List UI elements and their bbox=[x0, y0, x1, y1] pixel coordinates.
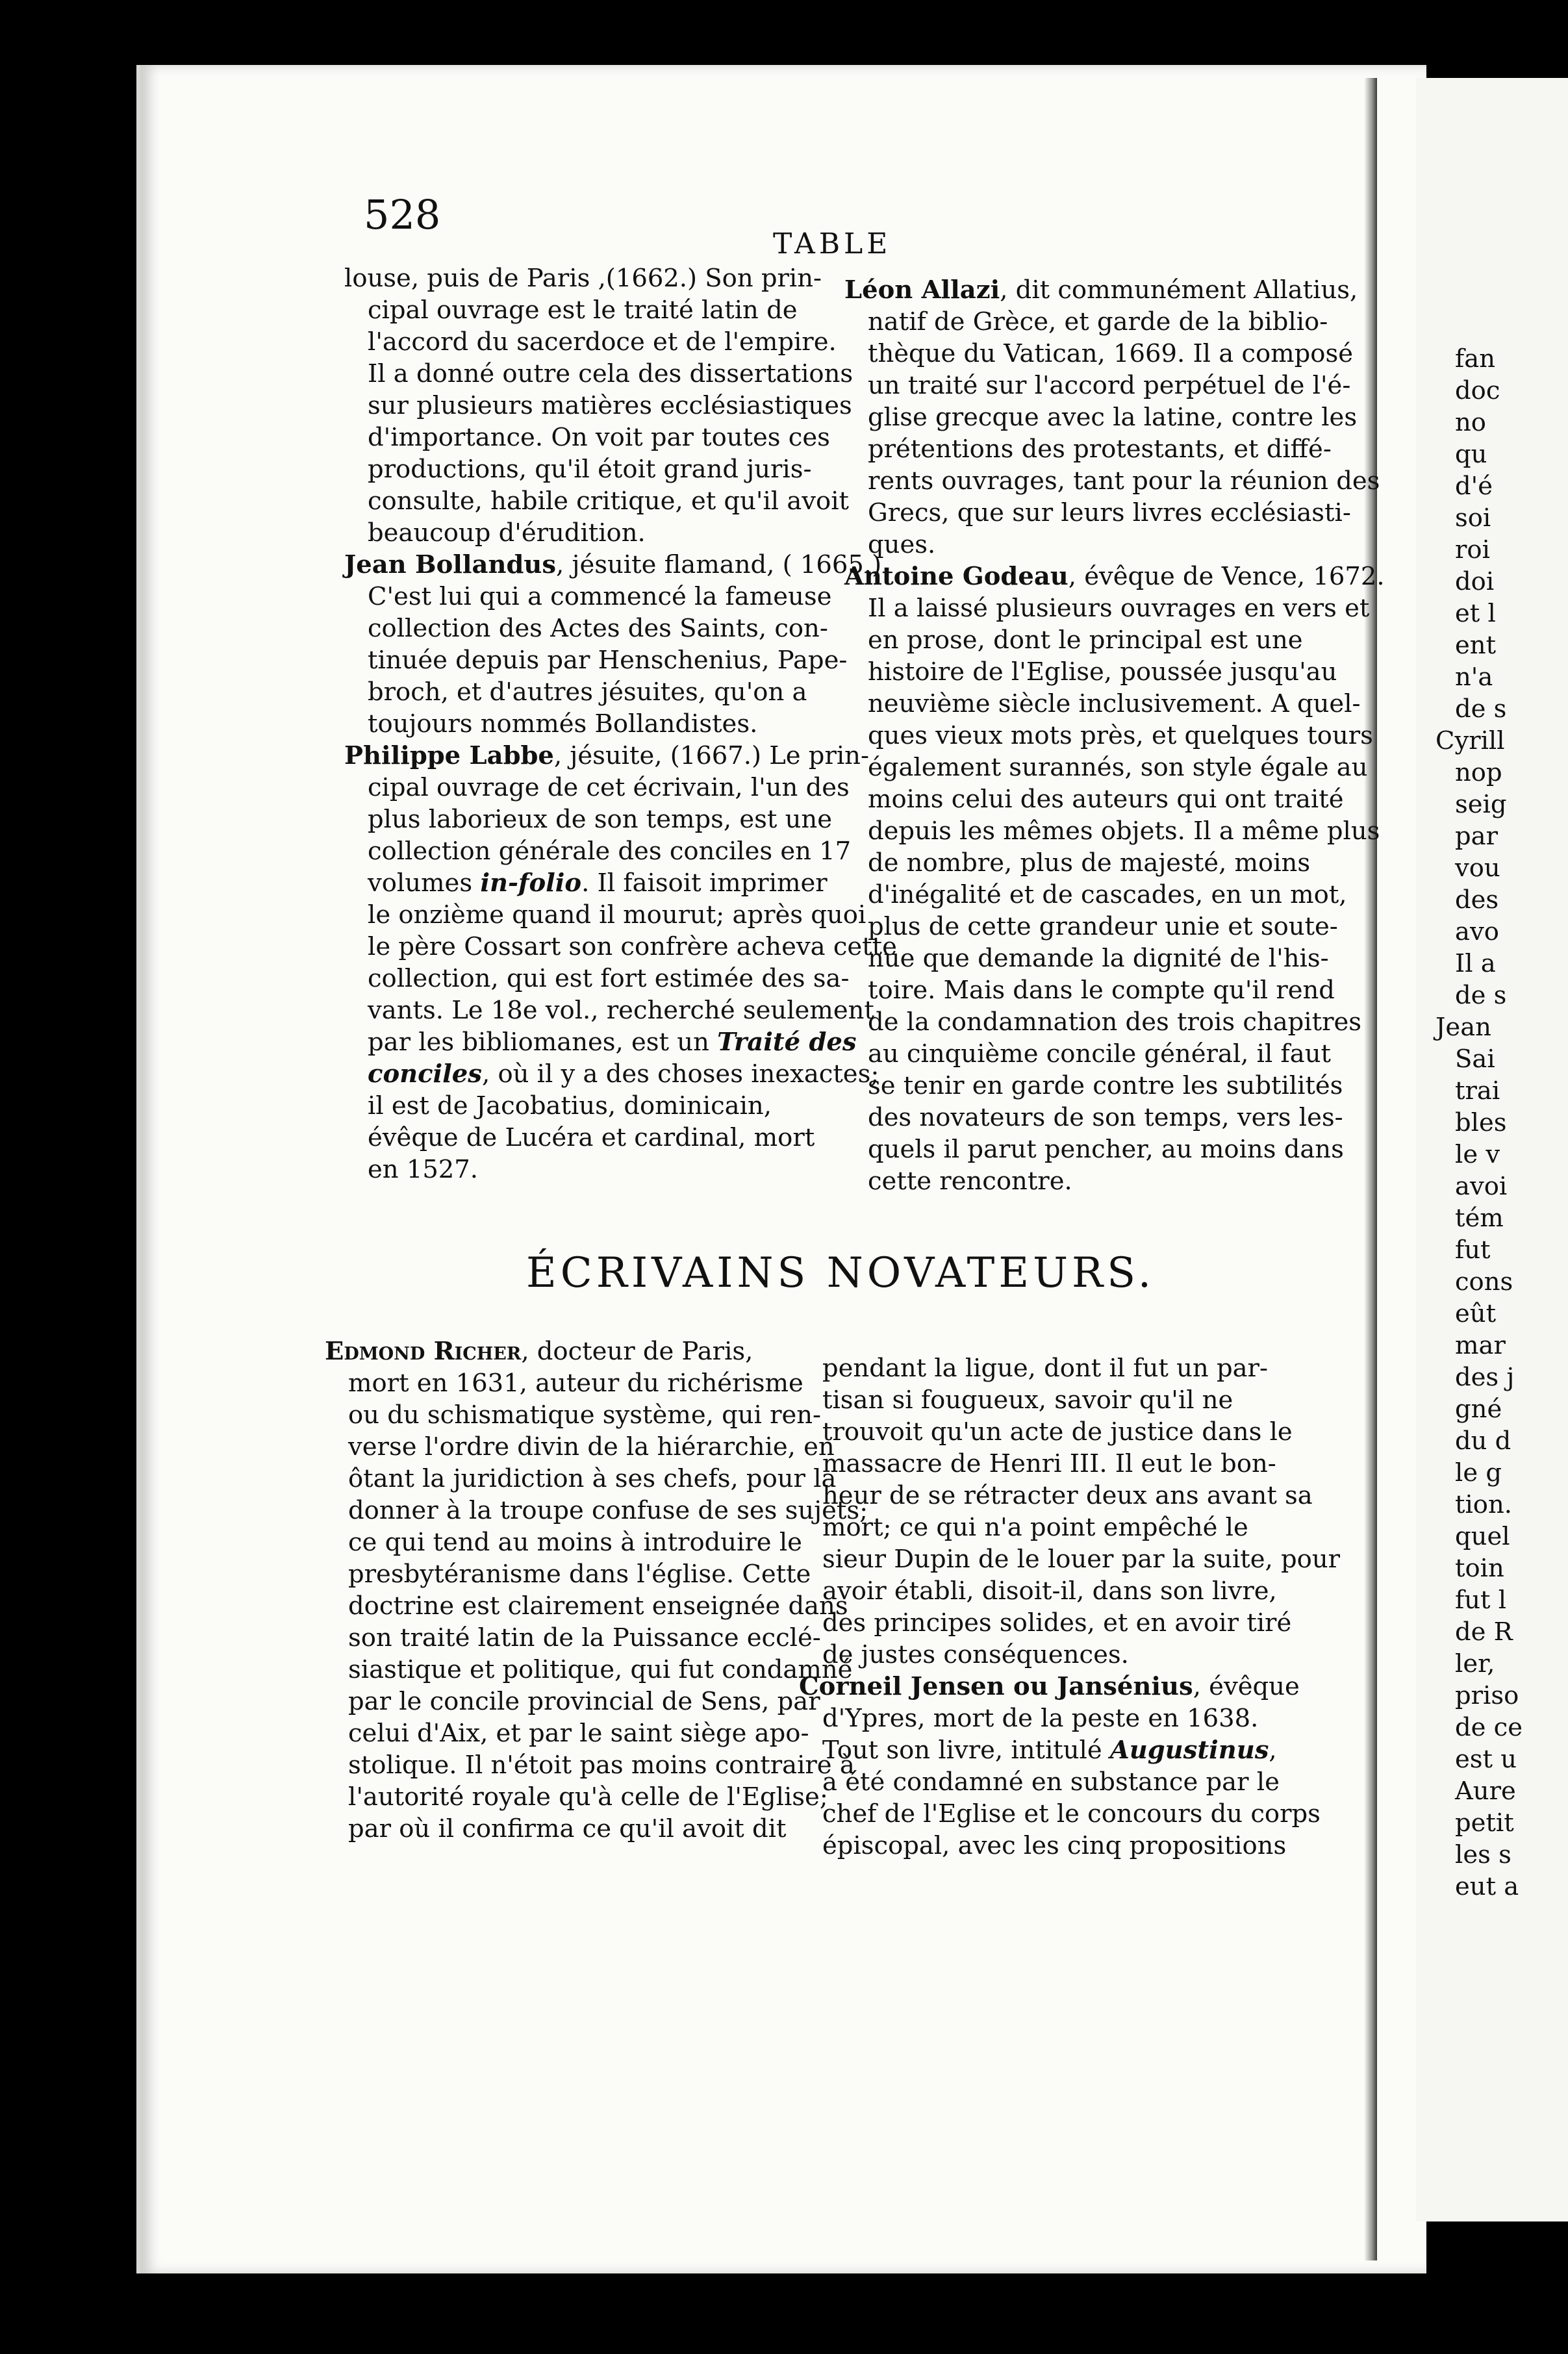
fragment-line: tion. bbox=[1455, 1490, 1512, 1519]
entry-name: Antoine Godeau bbox=[844, 562, 1069, 591]
fragment-line: de R bbox=[1455, 1617, 1513, 1647]
line-text: histoire de l'Eglise, poussée jusqu'au bbox=[868, 657, 1337, 687]
text-line bbox=[344, 1026, 897, 1058]
line-text: de nombre, plus de majesté, moins bbox=[868, 848, 1311, 878]
line-text: son traité latin de la Puissance ecclé- bbox=[348, 1623, 821, 1652]
line-text: plus laborieux de son temps, est une bbox=[368, 805, 832, 834]
fragment-line: roi bbox=[1455, 535, 1490, 564]
line-text: sieur Dupin de le louer par la suite, pour bbox=[822, 1545, 1341, 1574]
text-line bbox=[344, 581, 897, 613]
line-text: natif de Grèce, et garde de la biblio- bbox=[868, 307, 1328, 336]
line-text: productions, qu'il étoit grand juris- bbox=[368, 455, 812, 484]
text-line bbox=[844, 656, 1385, 688]
line-text: épiscopal, avec les cinq propositions bbox=[822, 1831, 1287, 1860]
text-line bbox=[344, 708, 897, 740]
line-text: Tout son livre, intitulé bbox=[822, 1736, 1110, 1765]
fragment-line: soi bbox=[1455, 503, 1491, 533]
fragment-line: Il a bbox=[1455, 949, 1496, 978]
fragment-line: priso bbox=[1455, 1681, 1519, 1710]
text-line bbox=[325, 1781, 868, 1813]
entry-name: Jean Bollandus bbox=[344, 550, 557, 579]
text-line bbox=[344, 676, 897, 708]
fragment-line: vou bbox=[1455, 854, 1500, 883]
upper-left-column bbox=[344, 262, 897, 1185]
fragment-line: le v bbox=[1455, 1140, 1500, 1169]
line-text: tisan si fougueux, savoir qu'il ne bbox=[822, 1386, 1233, 1415]
line-text: des principes solides, et en avoir tiré bbox=[822, 1608, 1292, 1638]
fragment-line: Jean bbox=[1435, 1013, 1491, 1042]
text-line bbox=[344, 1090, 897, 1122]
text-line bbox=[344, 867, 897, 899]
text-line bbox=[844, 974, 1385, 1006]
fragment-line: d'é bbox=[1455, 472, 1493, 501]
text-line bbox=[344, 422, 897, 453]
line-text: volumes bbox=[368, 868, 481, 898]
text-line bbox=[799, 1352, 1340, 1384]
fragment-line: fut l bbox=[1455, 1586, 1507, 1615]
text-line bbox=[325, 1431, 868, 1463]
text-line bbox=[344, 358, 897, 390]
text-line bbox=[799, 1575, 1340, 1607]
lower-left-column bbox=[325, 1335, 868, 1845]
text-line bbox=[844, 688, 1385, 720]
text-line bbox=[344, 326, 897, 358]
text-line bbox=[799, 1480, 1340, 1512]
text-line bbox=[325, 1654, 868, 1686]
line-text: Il a laissé plusieurs ouvrages en vers et bbox=[868, 594, 1370, 623]
line-text: massacre de Henri III. Il eut le bon- bbox=[822, 1449, 1276, 1478]
text-line bbox=[344, 1058, 897, 1090]
line-text: Il a donné outre cela des dissertations bbox=[368, 359, 854, 388]
adjacent-page-text bbox=[1435, 343, 1523, 1903]
fragment-line: eût bbox=[1455, 1299, 1497, 1328]
text-line bbox=[344, 453, 897, 485]
line-text: de la condamnation des trois chapitres bbox=[868, 1007, 1362, 1037]
fragment-line: trai bbox=[1455, 1076, 1500, 1106]
text-line bbox=[799, 1798, 1340, 1830]
text-line bbox=[799, 1512, 1340, 1543]
fragment-line: cons bbox=[1455, 1267, 1513, 1297]
line-text: un traité sur l'accord perpétuel de l'é- bbox=[868, 371, 1351, 400]
line-text: thèque du Vatican, 1669. Il a composé bbox=[868, 339, 1354, 368]
running-head: TABLE bbox=[773, 227, 892, 260]
text-line bbox=[325, 1367, 868, 1399]
line-text: a été condamné en substance par le bbox=[822, 1767, 1280, 1797]
text-line bbox=[325, 1558, 868, 1590]
line-text: le père Cossart son confrère acheva cette bbox=[368, 932, 897, 961]
line-text: en prose, dont le principal est une bbox=[868, 626, 1303, 655]
text-line bbox=[325, 1813, 868, 1845]
line-text: pendant la ligue, dont il fut un par- bbox=[822, 1354, 1268, 1383]
text-line bbox=[325, 1622, 868, 1654]
line-text: évêque de Lucéra et cardinal, mort bbox=[368, 1123, 815, 1152]
text-line bbox=[799, 1830, 1340, 1862]
text-line bbox=[844, 401, 1385, 433]
line-text: il est de Jacobatius, dominicain, bbox=[368, 1091, 772, 1120]
fragment-line: gné bbox=[1455, 1395, 1502, 1424]
line-text: collection générale des conciles en 17 bbox=[368, 837, 852, 866]
text-line bbox=[344, 517, 897, 549]
text-line bbox=[844, 561, 1385, 592]
entry-name: Léon Allazi bbox=[844, 275, 1000, 305]
line-text: l'autorité royale qu'à celle de l'Eglise; bbox=[348, 1782, 828, 1812]
line-text: cipal ouvrage est le traité latin de bbox=[368, 296, 798, 325]
text-line bbox=[325, 1495, 868, 1526]
line-text: , dit communément Allatius, bbox=[1000, 275, 1358, 305]
fragment-line: Cyrill bbox=[1435, 726, 1505, 755]
italic-title: Traité des bbox=[717, 1028, 857, 1057]
fragment-line: eut a bbox=[1455, 1872, 1519, 1901]
line-text: par les bibliomanes, est un bbox=[368, 1028, 718, 1057]
fragment-line: no bbox=[1455, 408, 1486, 437]
upper-right-column bbox=[844, 274, 1385, 1197]
text-line bbox=[344, 262, 897, 294]
text-line bbox=[344, 644, 897, 676]
line-text: quels il parut pencher, au moins dans bbox=[868, 1135, 1344, 1164]
text-line bbox=[799, 1607, 1340, 1639]
text-line bbox=[325, 1686, 868, 1717]
fragment-line: le g bbox=[1455, 1458, 1502, 1487]
line-text: des novateurs de son temps, vers les- bbox=[868, 1103, 1343, 1132]
fragment-line: petit bbox=[1455, 1808, 1514, 1838]
line-text: , jésuite flamand, ( 1665.) bbox=[556, 550, 882, 579]
line-text: presbytéranisme dans l'église. Cette bbox=[348, 1560, 811, 1589]
line-text: par le concile provincial de Sens, par bbox=[348, 1687, 820, 1716]
line-text: ques. bbox=[868, 530, 936, 559]
line-text: tinuée depuis par Henschenius, Pape- bbox=[368, 646, 848, 675]
line-text: verse l'ordre divin de la hiérarchie, en bbox=[348, 1432, 835, 1462]
fragment-line: avoi bbox=[1455, 1172, 1508, 1201]
lower-right-column bbox=[799, 1352, 1340, 1862]
text-line bbox=[344, 994, 897, 1026]
line-text: Grecs, que sur leurs livres ecclésiasti- bbox=[868, 498, 1351, 527]
line-text: le onzième quand il mourut; après quoi bbox=[368, 900, 866, 930]
line-text: celui d'Aix, et par le saint siège apo- bbox=[348, 1719, 809, 1748]
fragment-line: mar bbox=[1455, 1331, 1506, 1360]
text-line bbox=[799, 1766, 1340, 1798]
fragment-line: fut bbox=[1455, 1235, 1491, 1265]
text-line bbox=[844, 720, 1385, 752]
text-line bbox=[325, 1526, 868, 1558]
line-text: cette rencontre. bbox=[868, 1167, 1072, 1196]
text-line bbox=[325, 1399, 868, 1431]
text-line bbox=[344, 804, 897, 835]
line-text: stolique. Il n'étoit pas moins contraire à bbox=[348, 1751, 855, 1780]
line-text: prétentions des protestants, et diffé- bbox=[868, 435, 1332, 464]
line-text: sur plusieurs matières ecclésiastiques bbox=[368, 391, 852, 420]
text-line bbox=[844, 274, 1385, 306]
page-number: 528 bbox=[364, 191, 441, 238]
text-line bbox=[799, 1702, 1340, 1734]
fragment-line: n'a bbox=[1455, 663, 1493, 692]
text-line bbox=[844, 815, 1385, 847]
text-line bbox=[325, 1717, 868, 1749]
text-line bbox=[344, 1122, 897, 1154]
text-line bbox=[844, 1070, 1385, 1102]
text-line bbox=[844, 1165, 1385, 1197]
fragment-line: tém bbox=[1455, 1204, 1504, 1233]
fragment-line: doc bbox=[1455, 376, 1500, 405]
text-line bbox=[344, 772, 897, 804]
text-line bbox=[844, 592, 1385, 624]
text-line bbox=[844, 529, 1385, 561]
fragment-line: des j bbox=[1455, 1363, 1515, 1392]
text-line bbox=[344, 963, 897, 994]
line-text: d'Ypres, mort de la peste en 1638. bbox=[822, 1704, 1259, 1733]
text-line bbox=[844, 624, 1385, 656]
line-text: rents ouvrages, tant pour la réunion des bbox=[868, 466, 1380, 496]
entry-name: Philippe Labbe bbox=[344, 741, 554, 770]
line-text: ôtant la juridiction à ses chefs, pour la bbox=[348, 1464, 837, 1493]
fragment-line: ent bbox=[1455, 631, 1497, 660]
fragment-line: Aure bbox=[1455, 1777, 1516, 1806]
text-line bbox=[799, 1384, 1340, 1416]
text-line bbox=[844, 879, 1385, 911]
text-line bbox=[799, 1448, 1340, 1480]
text-line bbox=[844, 1006, 1385, 1038]
italic-title: in-folio bbox=[480, 868, 582, 898]
line-text: glise grecque avec la latine, contre les bbox=[868, 403, 1358, 432]
italic-title: conciles bbox=[368, 1059, 482, 1089]
entry-name: Edmond Richer bbox=[325, 1337, 522, 1366]
line-text: consulte, habile critique, et qu'il avoit bbox=[368, 487, 849, 516]
line-text: , jésuite, (1667.) Le prin- bbox=[553, 741, 869, 770]
line-text: toire. Mais dans le compte qu'il rend bbox=[868, 976, 1335, 1005]
line-text: depuis les mêmes objets. Il a même plus bbox=[868, 816, 1380, 846]
line-text: mort; ce qui n'a point empêché le bbox=[822, 1513, 1248, 1542]
text-line bbox=[344, 613, 897, 644]
fragment-line: nop bbox=[1455, 758, 1502, 787]
line-text: de justes conséquences. bbox=[822, 1640, 1129, 1669]
text-line bbox=[844, 338, 1385, 370]
text-line bbox=[844, 783, 1385, 815]
line-text: , bbox=[1269, 1736, 1277, 1765]
fragment-line: quel bbox=[1455, 1522, 1510, 1551]
line-text: également surannés, son style égale au bbox=[868, 753, 1368, 782]
fragment-line: de s bbox=[1455, 981, 1507, 1010]
fragment-line: ler, bbox=[1455, 1649, 1495, 1678]
text-line bbox=[844, 1038, 1385, 1070]
line-text: d'inégalité et de cascades, en un mot, bbox=[868, 880, 1347, 909]
text-line bbox=[344, 899, 897, 931]
text-line bbox=[344, 931, 897, 963]
line-text: se tenir en garde contre les subtilités bbox=[868, 1071, 1343, 1100]
fragment-line: de ce bbox=[1455, 1713, 1523, 1742]
section-heading: ÉCRIVAINS NOVATEURS. bbox=[526, 1249, 1156, 1297]
text-line bbox=[844, 1133, 1385, 1165]
text-line bbox=[844, 943, 1385, 974]
text-line bbox=[844, 1102, 1385, 1133]
entry-name: Corneil Jensen ou Jansénius bbox=[799, 1672, 1193, 1701]
line-text: broch, et d'autres jésuites, qu'on a bbox=[368, 677, 807, 707]
line-text: , évêque de Vence, 1672. bbox=[1068, 562, 1385, 591]
text-line bbox=[844, 465, 1385, 497]
fragment-line: des bbox=[1455, 885, 1499, 915]
fragment-line: et l bbox=[1455, 599, 1496, 628]
line-text: collection des Actes des Saints, con- bbox=[368, 614, 828, 643]
line-text: chef de l'Eglise et le concours du corps bbox=[822, 1799, 1321, 1829]
line-text: collection, qui est fort estimée des sa- bbox=[368, 964, 850, 993]
line-text: , où il y a des choses inexactes; bbox=[481, 1059, 879, 1089]
fragment-line: Sai bbox=[1455, 1044, 1495, 1074]
italic-title: Augustinus bbox=[1109, 1736, 1269, 1765]
line-text: vants. Le 18e vol., recherché seulement bbox=[368, 996, 874, 1025]
fragment-line: bles bbox=[1455, 1108, 1507, 1137]
line-text: doctrine est clairement enseignée dans bbox=[348, 1591, 848, 1621]
fragment-line: par bbox=[1455, 822, 1498, 851]
fragment-line: de s bbox=[1455, 694, 1507, 724]
text-line bbox=[325, 1463, 868, 1495]
line-text: , docteur de Paris, bbox=[521, 1337, 753, 1366]
line-text: moins celui des auteurs qui ont traité bbox=[868, 785, 1344, 814]
line-text: trouvoit qu'un acte de justice dans le bbox=[822, 1417, 1293, 1447]
text-line bbox=[844, 847, 1385, 879]
line-text: siastique et politique, qui fut condamné bbox=[348, 1655, 853, 1684]
fragment-line: avo bbox=[1455, 917, 1499, 946]
text-line bbox=[799, 1416, 1340, 1448]
text-line bbox=[844, 433, 1385, 465]
line-text: donner à la troupe confuse de ses sujets; bbox=[348, 1496, 868, 1525]
line-text: , évêque bbox=[1193, 1672, 1300, 1701]
fragment-line: doi bbox=[1455, 567, 1495, 596]
line-text: au cinquième concile général, il faut bbox=[868, 1039, 1331, 1069]
text-line bbox=[799, 1543, 1340, 1575]
text-line bbox=[799, 1639, 1340, 1671]
line-text: beaucoup d'érudition. bbox=[368, 518, 646, 548]
text-line bbox=[344, 740, 897, 772]
text-line bbox=[844, 911, 1385, 943]
line-text: plus de cette grandeur unie et soute- bbox=[868, 912, 1338, 941]
fragment-line: fan bbox=[1455, 344, 1495, 373]
line-text: ou du schismatique système, qui ren- bbox=[348, 1400, 822, 1430]
fragment-line: seig bbox=[1455, 790, 1507, 819]
line-text: nue que demande la dignité de l'his- bbox=[868, 944, 1329, 973]
text-line bbox=[844, 306, 1385, 338]
text-line bbox=[844, 497, 1385, 529]
text-line bbox=[844, 752, 1385, 783]
fragment-line: toin bbox=[1455, 1554, 1504, 1583]
fragment-line: est u bbox=[1455, 1745, 1517, 1774]
line-text: en 1527. bbox=[368, 1155, 479, 1184]
line-text: mort en 1631, auteur du richérisme bbox=[348, 1369, 803, 1398]
text-line bbox=[344, 294, 897, 326]
text-line bbox=[799, 1734, 1340, 1766]
line-text: ce qui tend au moins à introduire le bbox=[348, 1528, 802, 1557]
text-line bbox=[344, 390, 897, 422]
line-text: toujours nommés Bollandistes. bbox=[368, 709, 758, 739]
line-text: ques vieux mots près, et quelques tours bbox=[868, 721, 1373, 750]
line-text: cipal ouvrage de cet écrivain, l'un des bbox=[368, 773, 850, 802]
text-line bbox=[344, 485, 897, 517]
line-text: louse, puis de Paris ,(1662.) Son prin- bbox=[344, 264, 822, 293]
text-line bbox=[344, 835, 897, 867]
line-text: C'est lui qui a commencé la fameuse bbox=[368, 582, 832, 611]
text-line bbox=[799, 1671, 1340, 1702]
line-text: neuvième siècle inclusivement. A quel- bbox=[868, 689, 1361, 718]
text-line bbox=[844, 370, 1385, 401]
fragment-line: du d bbox=[1455, 1426, 1511, 1456]
line-text: l'accord du sacerdoce et de l'empire. bbox=[368, 327, 837, 357]
adjacent-page-fragment bbox=[1416, 78, 1568, 2221]
text-line bbox=[344, 1154, 897, 1185]
line-text: avoir établi, disoit-il, dans son livre, bbox=[822, 1576, 1277, 1606]
text-line bbox=[325, 1335, 868, 1367]
text-line bbox=[325, 1749, 868, 1781]
text-line bbox=[325, 1590, 868, 1622]
fragment-line: les s bbox=[1455, 1840, 1511, 1869]
line-text: heur de se rétracter deux ans avant sa bbox=[822, 1481, 1313, 1510]
text-line bbox=[344, 549, 897, 581]
fragment-line: qu bbox=[1455, 440, 1487, 469]
line-text: d'importance. On voit par toutes ces bbox=[368, 423, 830, 452]
line-text: . Il faisoit imprimer bbox=[581, 868, 828, 898]
line-text: par où il confirma ce qu'il avoit dit bbox=[348, 1814, 787, 1843]
